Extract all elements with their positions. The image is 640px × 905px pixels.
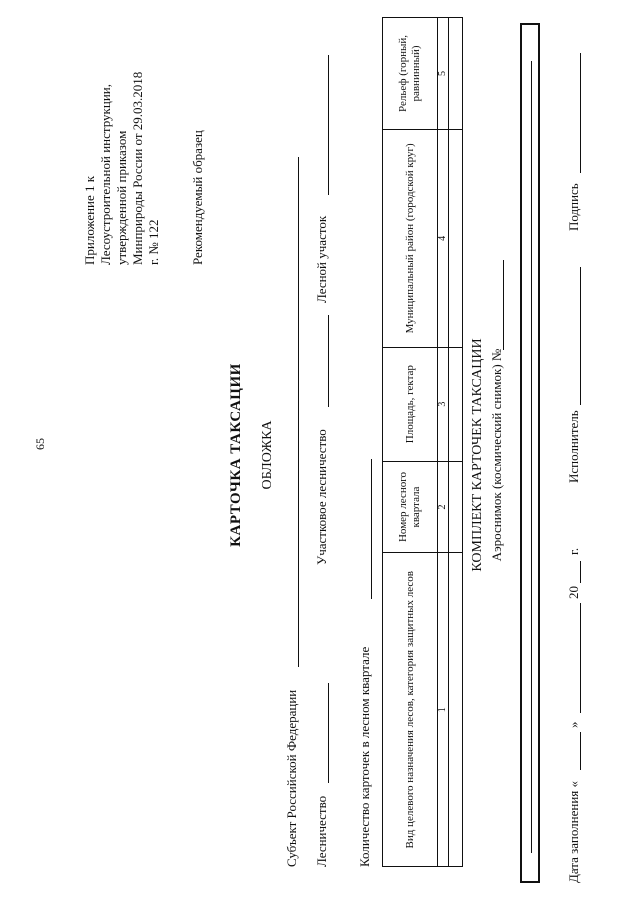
column-number: 2 xyxy=(438,461,449,553)
district-forestry-label: Участковое лесничество xyxy=(314,429,329,565)
table-header-cell: Площадь, гектар xyxy=(383,347,438,461)
executor-label: Исполнитель xyxy=(566,410,581,483)
set-title: КОМПЛЕКТ КАРТОЧЕК ТАКСАЦИИ xyxy=(470,338,485,572)
forestry-label: Лесничество xyxy=(314,795,329,867)
table-header-cell: Рельеф (горный, равнинный) xyxy=(383,18,438,130)
table-header-row xyxy=(383,18,438,867)
table-cell[interactable] xyxy=(449,129,463,347)
column-number: 5 xyxy=(438,18,449,130)
approval-note: Приложение 1 к Лесоустроительной инструкции, утвержденной приказом Минприроды России от 29.03.2018 г. № 122 xyxy=(82,71,161,265)
strip-line xyxy=(531,61,532,853)
table-cell[interactable] xyxy=(449,18,463,130)
page-number: 65 xyxy=(33,438,47,450)
plot-info-table xyxy=(382,17,463,867)
aerial-photo-label: Аэроснимок (космический снимок) № xyxy=(489,348,504,562)
table-header-cell: Номер лесного квартала xyxy=(383,461,438,553)
aerial-photo-number-line[interactable] xyxy=(503,260,504,350)
table-header-cell: Вид целевого назначения лесов, категория защитных лесов xyxy=(383,553,438,867)
subject-label: Субъект Российской Федерации xyxy=(284,689,299,867)
year-suffix: г. xyxy=(566,547,581,555)
sample-label: Рекомендуемый образец xyxy=(190,130,205,265)
executor-field-line[interactable] xyxy=(580,267,581,405)
strip-frame xyxy=(520,23,540,883)
fill-month-line[interactable] xyxy=(580,603,581,713)
fill-day-line[interactable] xyxy=(580,732,581,770)
forest-plot-label: Лесной участок xyxy=(314,215,329,303)
taxation-card-cover xyxy=(0,15,640,895)
card-count-label: Количество карточек в лесном квартале xyxy=(357,646,372,867)
date-close-quote: » xyxy=(566,721,581,728)
forest-plot-field-line[interactable] xyxy=(328,55,329,195)
forestry-field-line[interactable] xyxy=(328,683,329,783)
district-forestry-field-line[interactable] xyxy=(328,315,329,407)
column-number: 4 xyxy=(438,129,449,347)
table-row[interactable] xyxy=(449,18,463,867)
column-number: 3 xyxy=(438,347,449,461)
signature-label: Подпись xyxy=(566,183,581,231)
table-cell[interactable] xyxy=(449,553,463,867)
card-title: КАРТОЧКА ТАКСАЦИИ xyxy=(228,363,244,547)
table-column-number-row xyxy=(438,18,449,867)
signature-field-line[interactable] xyxy=(580,53,581,173)
cover-label: ОБЛОЖКА xyxy=(260,420,275,490)
subject-field-line[interactable] xyxy=(298,157,299,667)
table-header-cell: Муниципальный район (городской круг) xyxy=(383,129,438,347)
fill-date-label: Дата заполнения « xyxy=(566,780,581,883)
year-prefix: 20 xyxy=(566,586,581,599)
table-cell[interactable] xyxy=(449,461,463,553)
column-number: 1 xyxy=(438,553,449,867)
card-count-field-line[interactable] xyxy=(371,459,372,599)
table-cell[interactable] xyxy=(449,347,463,461)
fill-year-line[interactable] xyxy=(580,561,581,583)
